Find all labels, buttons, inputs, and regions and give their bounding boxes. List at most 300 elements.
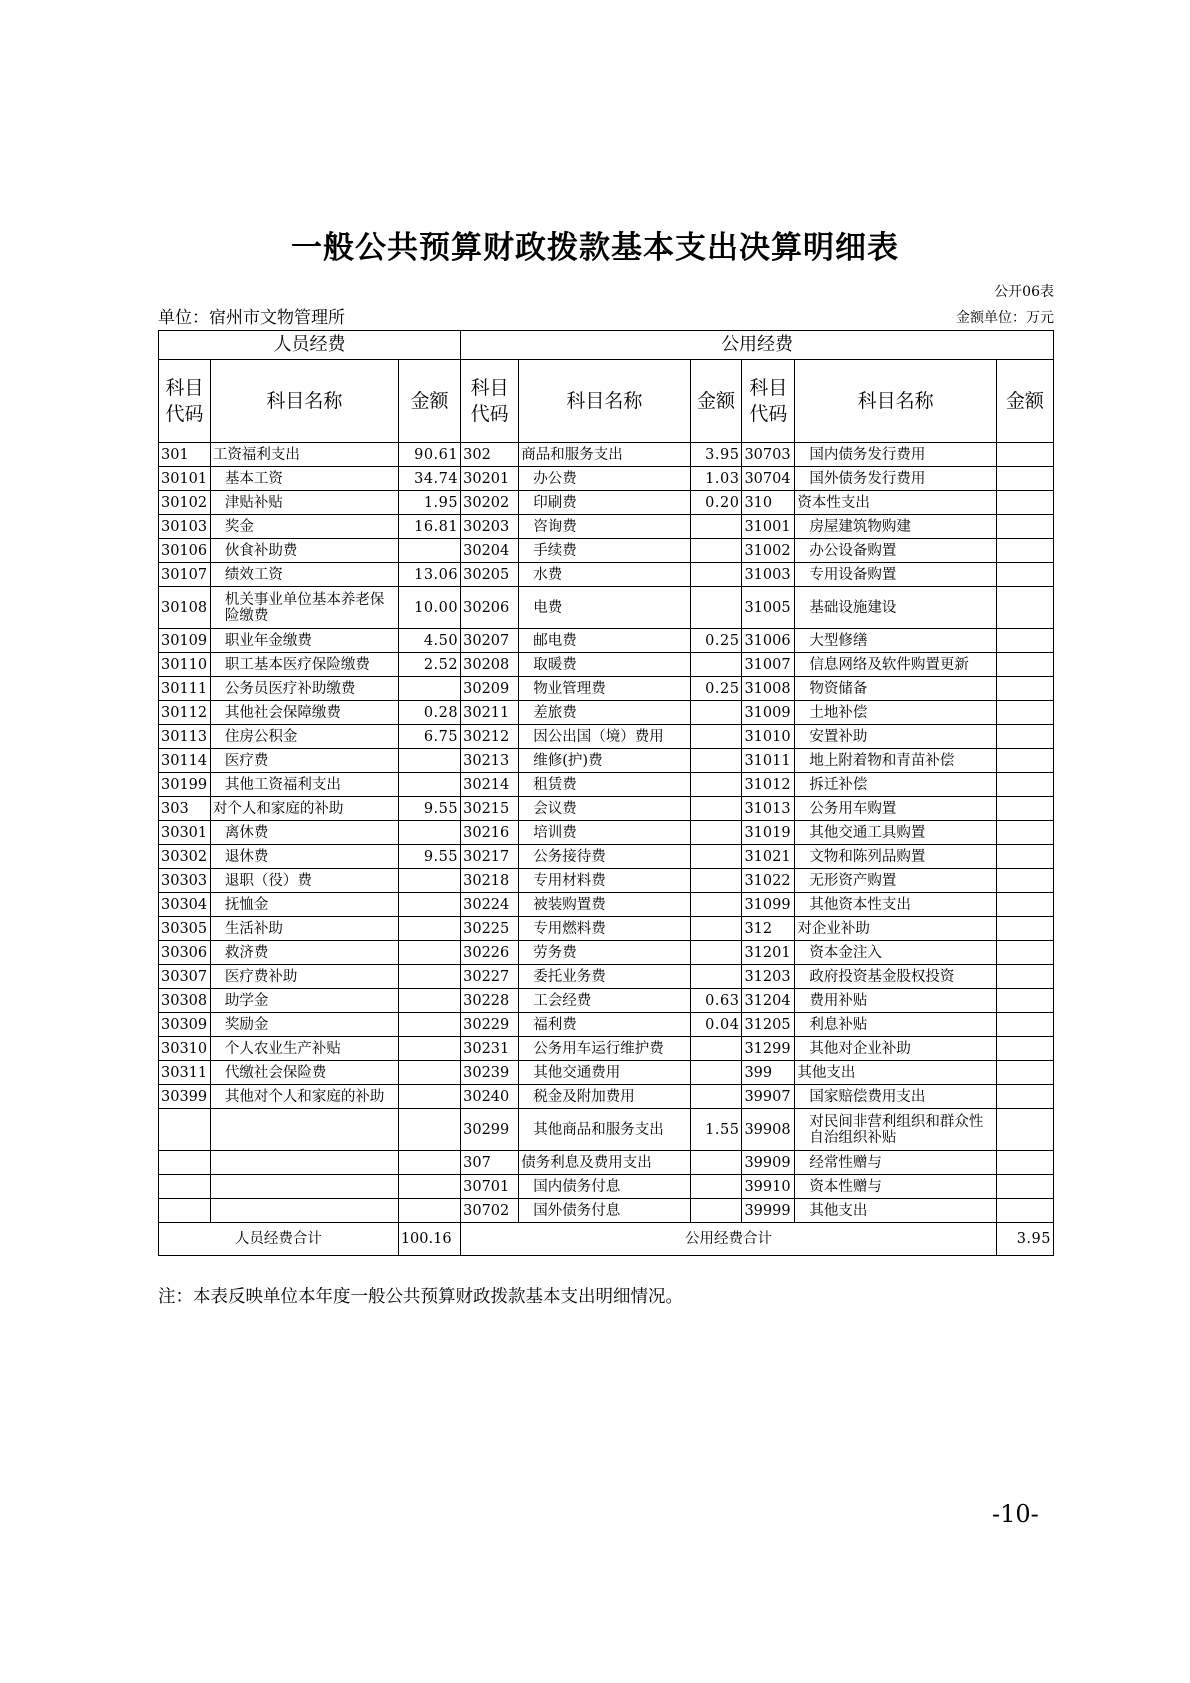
amount (996, 749, 1053, 773)
table-row (159, 1175, 1054, 1199)
subject-code: 31009 (742, 701, 795, 725)
subject-code: 30304 (159, 893, 211, 917)
table-row (159, 467, 1054, 491)
subject-code: 30110 (159, 653, 211, 677)
subject-code: 30307 (159, 965, 211, 989)
amount (996, 1013, 1053, 1037)
subject-name: 其他交通费用 (519, 1061, 690, 1085)
subject-code: 30704 (742, 467, 795, 491)
amount: 6.75 (398, 725, 460, 749)
amount (690, 701, 742, 725)
subject-name: 其他支出 (795, 1061, 996, 1085)
subject-name: 印刷费 (519, 491, 690, 515)
subject-code: 31005 (742, 587, 795, 629)
subject-code: 30399 (159, 1085, 211, 1109)
subject-code: 30101 (159, 467, 211, 491)
amount (996, 989, 1053, 1013)
amount: 4.50 (398, 629, 460, 653)
subject-code: 31013 (742, 797, 795, 821)
subject-name: 公务员医疗补助缴费 (210, 677, 398, 701)
amount (398, 1037, 460, 1061)
subject-code: 30205 (461, 563, 519, 587)
subject-name: 伙食补助费 (210, 539, 398, 563)
subject-name (210, 1175, 398, 1199)
subject-name: 培训费 (519, 821, 690, 845)
subject-code: 30228 (461, 989, 519, 1013)
subject-code: 30701 (461, 1175, 519, 1199)
table-row (159, 869, 1054, 893)
subject-code: 39908 (742, 1109, 795, 1151)
table-row (159, 797, 1054, 821)
amount (398, 965, 460, 989)
subject-name: 绩效工资 (210, 563, 398, 587)
name-header: 科目名称 (519, 360, 690, 443)
subject-code: 39910 (742, 1175, 795, 1199)
amount (996, 773, 1053, 797)
table-row (159, 1061, 1054, 1085)
amount (996, 491, 1053, 515)
amount (996, 539, 1053, 563)
amount (690, 917, 742, 941)
subject-code: 30303 (159, 869, 211, 893)
amount (996, 629, 1053, 653)
subject-code: 30203 (461, 515, 519, 539)
amount (996, 563, 1053, 587)
subject-code: 30102 (159, 491, 211, 515)
table-code: 公开06表 (994, 284, 1054, 300)
subject-code: 31007 (742, 653, 795, 677)
amount: 1.03 (690, 467, 742, 491)
table-row (159, 917, 1054, 941)
subject-name: 专用设备购置 (795, 563, 996, 587)
amount (398, 893, 460, 917)
subject-name: 资本性支出 (795, 491, 996, 515)
subject-name: 国内债务付息 (519, 1175, 690, 1199)
subject-code: 30109 (159, 629, 211, 653)
subject-code: 301 (159, 443, 211, 467)
amount (690, 1085, 742, 1109)
subject-name: 其他工资福利支出 (210, 773, 398, 797)
subject-name: 福利费 (519, 1013, 690, 1037)
amount (690, 587, 742, 629)
subject-name: 救济费 (210, 941, 398, 965)
subject-code: 30240 (461, 1085, 519, 1109)
subject-code: 30204 (461, 539, 519, 563)
subject-name: 基本工资 (210, 467, 398, 491)
subject-code: 30306 (159, 941, 211, 965)
amount (398, 1085, 460, 1109)
subject-name: 津贴补贴 (210, 491, 398, 515)
subject-name: 公务接待费 (519, 845, 690, 869)
amount: 34.74 (398, 467, 460, 491)
table-row (159, 677, 1054, 701)
subject-code: 30208 (461, 653, 519, 677)
amount (690, 1199, 742, 1223)
subject-name: 无形资产购置 (795, 869, 996, 893)
subject-code: 31010 (742, 725, 795, 749)
subject-name: 租赁费 (519, 773, 690, 797)
amount (398, 1013, 460, 1037)
subject-name: 退职（役）费 (210, 869, 398, 893)
amount: 9.55 (398, 845, 460, 869)
amount: 13.06 (398, 563, 460, 587)
subject-code: 31299 (742, 1037, 795, 1061)
subject-name: 奖励金 (210, 1013, 398, 1037)
amount (996, 467, 1053, 491)
amount (690, 869, 742, 893)
amount (996, 869, 1053, 893)
subject-code: 30212 (461, 725, 519, 749)
subject-name: 被装购置费 (519, 893, 690, 917)
amount: 3.95 (690, 443, 742, 467)
subject-code: 30311 (159, 1061, 211, 1085)
subject-name (210, 1151, 398, 1175)
code-header: 科目代码 (742, 360, 795, 443)
subject-name: 离休费 (210, 821, 398, 845)
table-row (159, 821, 1054, 845)
table-row (159, 1199, 1054, 1223)
subject-code: 30216 (461, 821, 519, 845)
subject-name: 退休费 (210, 845, 398, 869)
amount (398, 1109, 460, 1151)
table-row (159, 989, 1054, 1013)
subject-code: 30308 (159, 989, 211, 1013)
amount (398, 917, 460, 941)
subject-name: 取暖费 (519, 653, 690, 677)
subject-name: 差旅费 (519, 701, 690, 725)
subject-name: 专用燃料费 (519, 917, 690, 941)
subject-name: 职业年金缴费 (210, 629, 398, 653)
subject-code: 39999 (742, 1199, 795, 1223)
amount (398, 941, 460, 965)
amount (690, 941, 742, 965)
amount: 0.28 (398, 701, 460, 725)
amount (690, 1037, 742, 1061)
subject-name: 委托业务费 (519, 965, 690, 989)
subject-code: 30202 (461, 491, 519, 515)
subject-name: 国家赔偿费用支出 (795, 1085, 996, 1109)
amount (996, 965, 1053, 989)
amount (690, 893, 742, 917)
subject-code: 31201 (742, 941, 795, 965)
subject-name: 资本金注入 (795, 941, 996, 965)
subject-code: 31002 (742, 539, 795, 563)
amount: 16.81 (398, 515, 460, 539)
subject-code: 30302 (159, 845, 211, 869)
subject-name: 职工基本医疗保险缴费 (210, 653, 398, 677)
subject-code: 39909 (742, 1151, 795, 1175)
subject-name: 机关事业单位基本养老保险缴费 (210, 587, 398, 629)
amount (996, 443, 1053, 467)
amount (996, 653, 1053, 677)
subject-name: 办公费 (519, 467, 690, 491)
subject-code (159, 1199, 211, 1223)
subject-code: 30301 (159, 821, 211, 845)
subject-code: 30113 (159, 725, 211, 749)
subject-code: 30199 (159, 773, 211, 797)
amount (996, 1037, 1053, 1061)
amount (996, 797, 1053, 821)
name-header: 科目名称 (210, 360, 398, 443)
amount (996, 1199, 1053, 1223)
subject-name: 资本性赠与 (795, 1175, 996, 1199)
subject-code: 30211 (461, 701, 519, 725)
subject-name: 手续费 (519, 539, 690, 563)
amount: 2.52 (398, 653, 460, 677)
subject-code: 30206 (461, 587, 519, 629)
subject-code: 30239 (461, 1061, 519, 1085)
amount (996, 515, 1053, 539)
subject-code: 30702 (461, 1199, 519, 1223)
subject-code (159, 1109, 211, 1151)
page-title: 一般公共预算财政拨款基本支出决算明细表 (291, 230, 899, 266)
subject-name: 因公出国（境）费用 (519, 725, 690, 749)
public-total-label: 公用经费合计 (461, 1223, 997, 1256)
amount-header: 金额 (996, 360, 1053, 443)
amount (996, 1175, 1053, 1199)
subject-name: 生活补助 (210, 917, 398, 941)
subject-code: 30299 (461, 1109, 519, 1151)
amount (398, 1061, 460, 1085)
subject-name: 债务利息及费用支出 (519, 1151, 690, 1175)
subject-code: 30215 (461, 797, 519, 821)
subject-code: 31204 (742, 989, 795, 1013)
subject-code: 31012 (742, 773, 795, 797)
amount (996, 917, 1053, 941)
subject-code: 31099 (742, 893, 795, 917)
table-row (159, 515, 1054, 539)
table-row (159, 725, 1054, 749)
subject-code: 31021 (742, 845, 795, 869)
subject-name: 对民间非营利组织和群众性自治组织补贴 (795, 1109, 996, 1151)
public-header: 公用经费 (461, 331, 1054, 360)
subject-name: 抚恤金 (210, 893, 398, 917)
subject-name: 公务用车运行维护费 (519, 1037, 690, 1061)
amount (398, 677, 460, 701)
subject-code: 30225 (461, 917, 519, 941)
subject-name: 公务用车购置 (795, 797, 996, 821)
table-row (159, 587, 1054, 629)
subject-name: 维修(护)费 (519, 749, 690, 773)
subject-name: 利息补贴 (795, 1013, 996, 1037)
subject-code: 302 (461, 443, 519, 467)
subject-name: 政府投资基金股权投资 (795, 965, 996, 989)
subject-name: 住房公积金 (210, 725, 398, 749)
amount (690, 749, 742, 773)
amount (690, 773, 742, 797)
amount (690, 845, 742, 869)
totals-row (159, 1223, 1054, 1256)
subject-code: 30209 (461, 677, 519, 701)
table-row (159, 539, 1054, 563)
subject-code: 307 (461, 1151, 519, 1175)
amount-header: 金额 (398, 360, 460, 443)
subject-code: 39907 (742, 1085, 795, 1109)
amount (398, 989, 460, 1013)
code-header: 科目代码 (159, 360, 211, 443)
amount (690, 653, 742, 677)
table-row (159, 443, 1054, 467)
subject-code (159, 1175, 211, 1199)
amount-header: 金额 (690, 360, 742, 443)
amount (398, 821, 460, 845)
subject-name: 代缴社会保险费 (210, 1061, 398, 1085)
subject-name: 税金及附加费用 (519, 1085, 690, 1109)
subject-name: 经常性赠与 (795, 1151, 996, 1175)
subject-name: 其他交通工具购置 (795, 821, 996, 845)
amount (690, 821, 742, 845)
table-row (159, 629, 1054, 653)
amount (996, 1061, 1053, 1085)
subject-code: 30213 (461, 749, 519, 773)
subject-code: 31008 (742, 677, 795, 701)
table-row (159, 749, 1054, 773)
amount: 0.63 (690, 989, 742, 1013)
subject-name: 专用材料费 (519, 869, 690, 893)
table-row (159, 701, 1054, 725)
subject-name: 其他商品和服务支出 (519, 1109, 690, 1151)
table-row (159, 965, 1054, 989)
subject-name: 其他资本性支出 (795, 893, 996, 917)
table-row (159, 773, 1054, 797)
subject-code (159, 1151, 211, 1175)
unit-label: 单位：宿州市文物管理所 (158, 308, 345, 328)
personnel-header: 人员经费 (159, 331, 461, 360)
subject-code: 310 (742, 491, 795, 515)
amount: 1.95 (398, 491, 460, 515)
amount: 1.55 (690, 1109, 742, 1151)
subject-name: 医疗费 (210, 749, 398, 773)
subject-code: 30103 (159, 515, 211, 539)
amount (690, 797, 742, 821)
subject-name: 劳务费 (519, 941, 690, 965)
subject-code: 30207 (461, 629, 519, 653)
subject-name: 对个人和家庭的补助 (210, 797, 398, 821)
subject-code: 30703 (742, 443, 795, 467)
subject-name: 奖金 (210, 515, 398, 539)
personnel-total-amount: 100.16 (398, 1223, 460, 1256)
subject-name: 信息网络及软件购置更新 (795, 653, 996, 677)
subject-code: 31022 (742, 869, 795, 893)
subject-name: 商品和服务支出 (519, 443, 690, 467)
subject-name: 土地补偿 (795, 701, 996, 725)
subject-code: 30310 (159, 1037, 211, 1061)
subject-code: 30217 (461, 845, 519, 869)
subject-code: 30218 (461, 869, 519, 893)
amount (996, 1151, 1053, 1175)
subject-name: 个人农业生产补贴 (210, 1037, 398, 1061)
table-row (159, 653, 1054, 677)
table-row (159, 1151, 1054, 1175)
subject-code: 30111 (159, 677, 211, 701)
amount: 0.25 (690, 629, 742, 653)
subject-code: 30229 (461, 1013, 519, 1037)
subject-name: 咨询费 (519, 515, 690, 539)
subject-name: 电费 (519, 587, 690, 629)
amount (996, 677, 1053, 701)
subject-code: 30114 (159, 749, 211, 773)
amount (996, 1109, 1053, 1151)
subject-name: 工资福利支出 (210, 443, 398, 467)
subject-code: 31019 (742, 821, 795, 845)
amount (690, 1175, 742, 1199)
subject-name: 安置补助 (795, 725, 996, 749)
table-row (159, 1109, 1054, 1151)
subject-code: 31006 (742, 629, 795, 653)
subject-name: 其他对企业补助 (795, 1037, 996, 1061)
page-number: -10- (992, 1500, 1039, 1528)
subject-name: 地上附着物和青苗补偿 (795, 749, 996, 773)
subject-name: 工会经费 (519, 989, 690, 1013)
subject-name: 物资储备 (795, 677, 996, 701)
table-row (159, 1085, 1054, 1109)
amount (398, 1175, 460, 1199)
money-unit-label: 金额单位：万元 (956, 310, 1054, 326)
amount (398, 1151, 460, 1175)
amount (690, 965, 742, 989)
subject-code: 30309 (159, 1013, 211, 1037)
amount (996, 587, 1053, 629)
expenditure-table (158, 330, 1054, 1256)
amount (398, 1199, 460, 1223)
subject-name: 费用补贴 (795, 989, 996, 1013)
subject-code: 30112 (159, 701, 211, 725)
table-row (159, 893, 1054, 917)
subject-name: 助学金 (210, 989, 398, 1013)
subject-name: 会议费 (519, 797, 690, 821)
amount (690, 539, 742, 563)
table-row (159, 563, 1054, 587)
amount (690, 515, 742, 539)
subject-name: 文物和陈列品购置 (795, 845, 996, 869)
amount (690, 1061, 742, 1085)
amount (690, 1151, 742, 1175)
table-row (159, 1037, 1054, 1061)
subject-name: 其他对个人和家庭的补助 (210, 1085, 398, 1109)
amount (996, 725, 1053, 749)
amount (996, 845, 1053, 869)
footnote: 注：本表反映单位本年度一般公共预算财政拨款基本支出明细情况。 (158, 1287, 683, 1307)
subject-name: 邮电费 (519, 629, 690, 653)
subject-name: 国外债务付息 (519, 1199, 690, 1223)
amount: 0.25 (690, 677, 742, 701)
subject-code: 30106 (159, 539, 211, 563)
amount (398, 869, 460, 893)
subject-name: 国外债务发行费用 (795, 467, 996, 491)
table-row (159, 491, 1054, 515)
subject-code: 31011 (742, 749, 795, 773)
subject-code: 30214 (461, 773, 519, 797)
amount: 0.04 (690, 1013, 742, 1037)
subject-code: 31203 (742, 965, 795, 989)
amount: 10.00 (398, 587, 460, 629)
subject-name: 医疗费补助 (210, 965, 398, 989)
table-row (159, 845, 1054, 869)
subject-name (210, 1199, 398, 1223)
subject-name: 物业管理费 (519, 677, 690, 701)
amount (996, 701, 1053, 725)
subject-code: 303 (159, 797, 211, 821)
subject-name: 水费 (519, 563, 690, 587)
amount (398, 539, 460, 563)
subject-name: 其他社会保障缴费 (210, 701, 398, 725)
public-total-amount: 3.95 (996, 1223, 1053, 1256)
subject-code: 30107 (159, 563, 211, 587)
subject-code: 31205 (742, 1013, 795, 1037)
subject-code: 312 (742, 917, 795, 941)
subject-name (210, 1109, 398, 1151)
subject-code: 30227 (461, 965, 519, 989)
